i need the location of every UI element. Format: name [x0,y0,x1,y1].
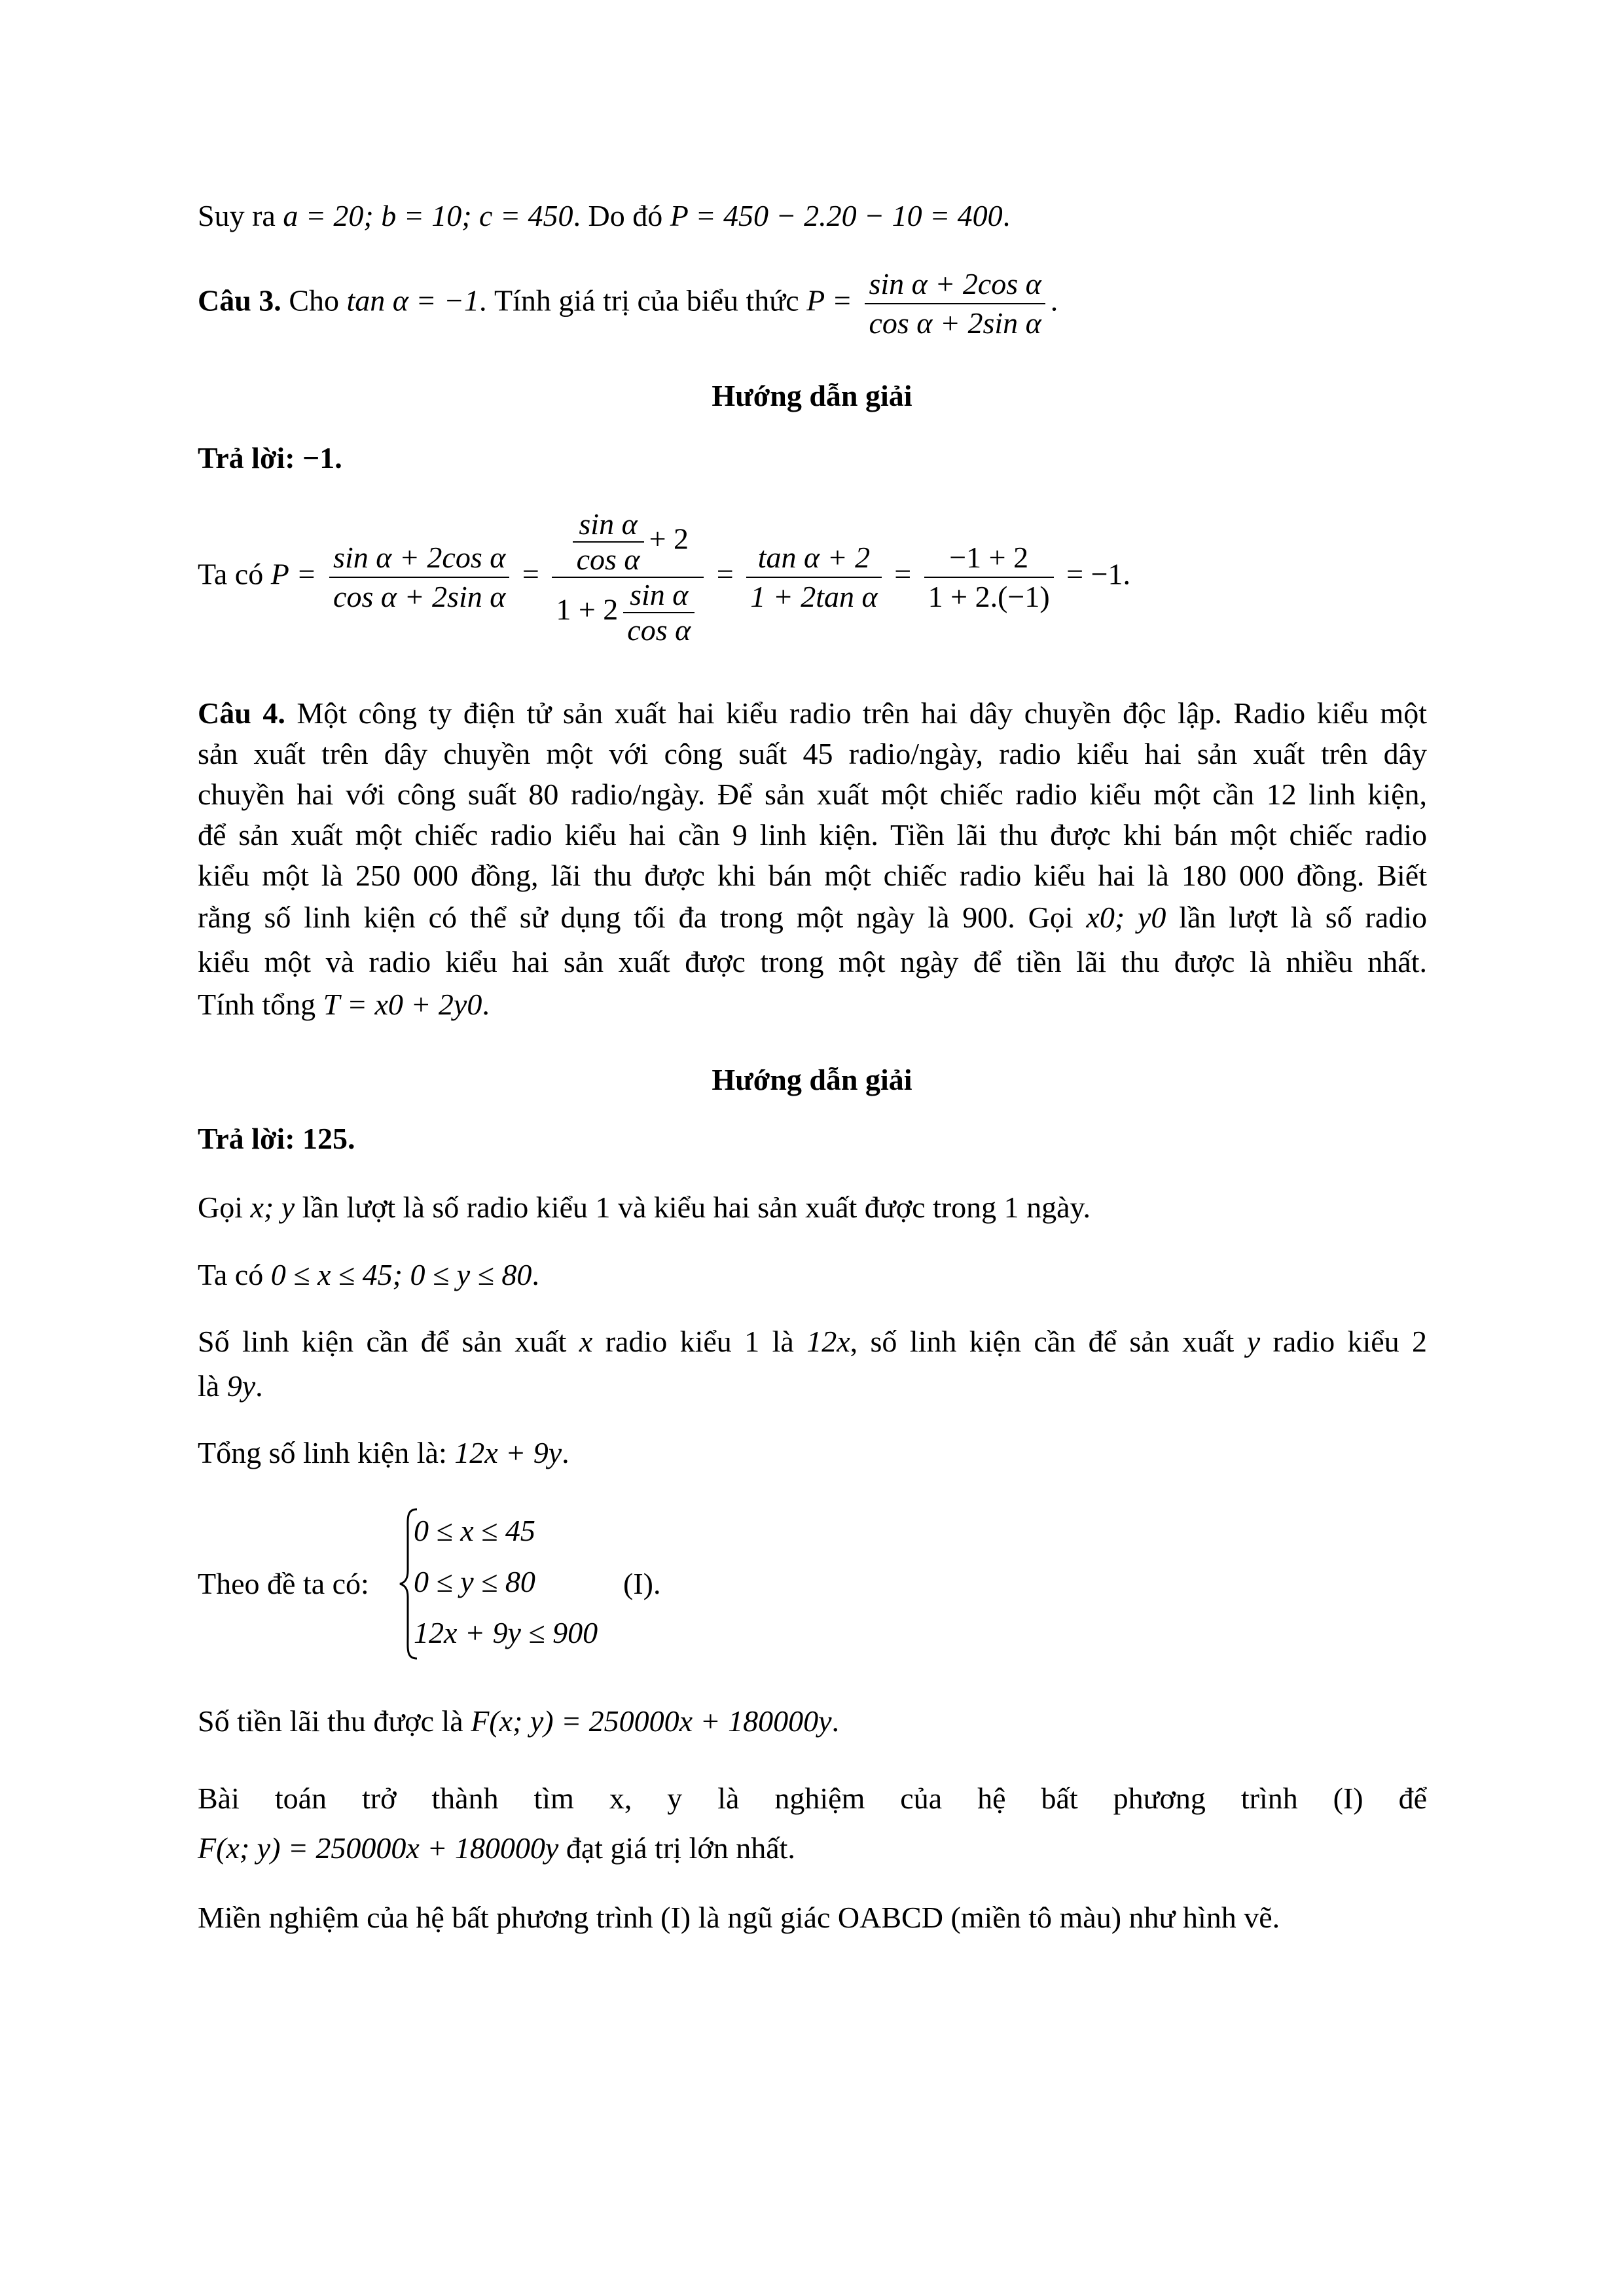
numerator: sin α [630,578,689,611]
question-label: Câu 3. [198,283,281,317]
text: rằng số linh kiện có thể sử dụng tối đa trong một ngày là 900. Gọi [198,901,1074,934]
text: Ta có [198,1258,264,1291]
question-4-line [198,898,1427,937]
text: . [1050,283,1058,317]
numerator: −1 + 2 [949,541,1029,574]
fraction [865,265,1045,342]
inequality: 0 ≤ y ≤ 80 [414,1565,535,1598]
question-3 [198,265,1058,342]
text: . Tính giá trị của biểu thức [479,283,799,317]
answer-value: −1. [302,441,342,475]
text: Một công ty điện tử sản xuất hai kiểu radio trên hai dây chuyền độc lập. Radio kiểu một [297,696,1427,730]
text: 1 + 2 [556,592,619,626]
numerator: tan α + 2 [757,541,871,574]
text: Tính tổng [198,988,316,1021]
text: lần lượt là số radio [1179,901,1428,934]
question-4-line: để sản xuất một chiếc radio kiểu hai cần 9 linh kiện. Tiền lãi thu được khi bán một chiếc radio [198,818,1427,852]
text: Gọi [198,1191,243,1224]
question-4-line [198,985,490,1024]
question-label: Câu 4. [198,696,285,730]
math: F(x; y) = 250000x + 180000y [198,1831,559,1865]
denominator: 1 + 2.(−1) [924,577,1054,616]
text: . Do đó [573,199,663,232]
text: radio kiểu 1 là [605,1325,794,1358]
solution-line [198,1322,1427,1361]
text: Số tiền lãi thu được là [198,1704,463,1738]
question-4-line: sản xuất trên dây chuyền một với công suất 45 radio/ngày, radio kiểu hai sản xuất trên dây [198,737,1427,770]
text: . [562,1436,569,1469]
fraction [329,539,509,616]
numerator: sin α [579,507,638,541]
math: P = 450 − 2.20 − 10 = 400 [670,199,1003,232]
answer-label: Trả lời: [198,1122,295,1155]
text: . [831,1704,840,1738]
text: . [255,1369,263,1403]
fraction [924,539,1054,616]
equals: = [894,557,912,591]
system-tag: (I). [623,1567,661,1600]
text: Số linh kiện cần để sản xuất [198,1325,567,1358]
denominator: cos α [623,612,695,647]
text: . [532,1258,539,1291]
answer-value: 125. [302,1122,355,1155]
denominator: cos α [573,541,644,577]
math: 12x [806,1325,850,1358]
solution-line [198,1433,569,1473]
math: 12x + 9y [454,1436,562,1469]
system-rows [414,1505,598,1659]
math: x0; y0 [1086,901,1166,934]
text: , số linh kiện cần để sản xuất [850,1325,1235,1358]
solution-line: Bài toán trở thành tìm x, y là nghiệm của hệ bất phương trình (I) để [198,1782,1427,1815]
compound-fraction [552,507,704,647]
solution-line [198,1255,539,1295]
question-4-line: chuyền hai với công suất 80 radio/ngày. Để sản xuất một chiếc radio kiểu một cần 12 linh kiện, [198,778,1427,811]
text: radio kiểu 2 [1272,1325,1428,1358]
section-heading: Hướng dẫn giải [712,1063,912,1096]
text: là [198,1369,220,1403]
text: + 2 [649,522,689,556]
text: . [482,988,490,1021]
result: = −1. [1066,557,1131,591]
answer-line [198,439,342,478]
text: Theo đề ta có: [198,1567,369,1600]
math: P = [806,283,852,317]
question-4-line: kiểu một và radio kiểu hai sản xuất được trong một ngày để tiền lãi thu được là nhiều nhất. [198,945,1427,978]
text: Cho [289,283,339,317]
question-4-line: kiểu một là 250 000 đồng, lãi thu được khi bán một chiếc radio kiểu hai là 180 000 đồng. Biết [198,859,1427,892]
solution-line: Miền nghiệm của hệ bất phương trình (I) là ngũ giác OABCD (miền tô màu) như hình vẽ. [198,1901,1280,1934]
solution-equation [198,507,1130,647]
math: T = x0 + 2y0 [323,988,482,1021]
inequality: 12x + 9y ≤ 900 [414,1616,598,1649]
math: x [579,1325,593,1358]
question-4-line [198,694,1427,733]
section-heading: Hướng dẫn giải [712,379,912,412]
inner-fraction [573,507,644,577]
math: 9y [226,1369,256,1403]
math: P = [270,557,317,591]
math: y [1246,1325,1261,1358]
solution-line [198,1702,839,1741]
numerator: sin α + 2cos α [869,267,1041,300]
math: tan α = −1 [346,283,480,317]
inner-fraction [623,578,695,647]
solution-line [198,1829,795,1868]
text: . [1002,199,1011,232]
conclusion-line [198,196,1010,236]
inequality: 0 ≤ x ≤ 45 [414,1514,535,1547]
denominator [552,577,704,647]
numerator: sin α + 2cos α [333,541,506,574]
numerator [552,507,704,577]
answer-line [198,1119,355,1158]
answer-label: Trả lời: [198,441,295,475]
math: x; y [250,1191,295,1224]
equals: = [716,557,734,591]
solution-line [198,1367,263,1406]
denominator: cos α + 2sin α [329,577,509,616]
text: đạt giá trị lớn nhất. [566,1831,795,1865]
text: lần lượt là số radio kiểu 1 và kiểu hai sản xuất được trong 1 ngày. [302,1191,1091,1224]
math: F(x; y) = 250000x + 180000y [471,1704,832,1738]
denominator: cos α + 2sin α [865,303,1045,342]
equals: = [522,557,539,591]
text: Tổng số linh kiện là: [198,1436,447,1469]
fraction [746,539,881,616]
math: 0 ≤ x ≤ 45; 0 ≤ y ≤ 80 [270,1258,532,1291]
solution-line [198,1188,1091,1227]
text: Suy ra [198,199,276,232]
text: Ta có [198,557,264,591]
denominator: 1 + 2tan α [746,577,881,616]
math: a = 20; b = 10; c = 450 [283,199,573,232]
